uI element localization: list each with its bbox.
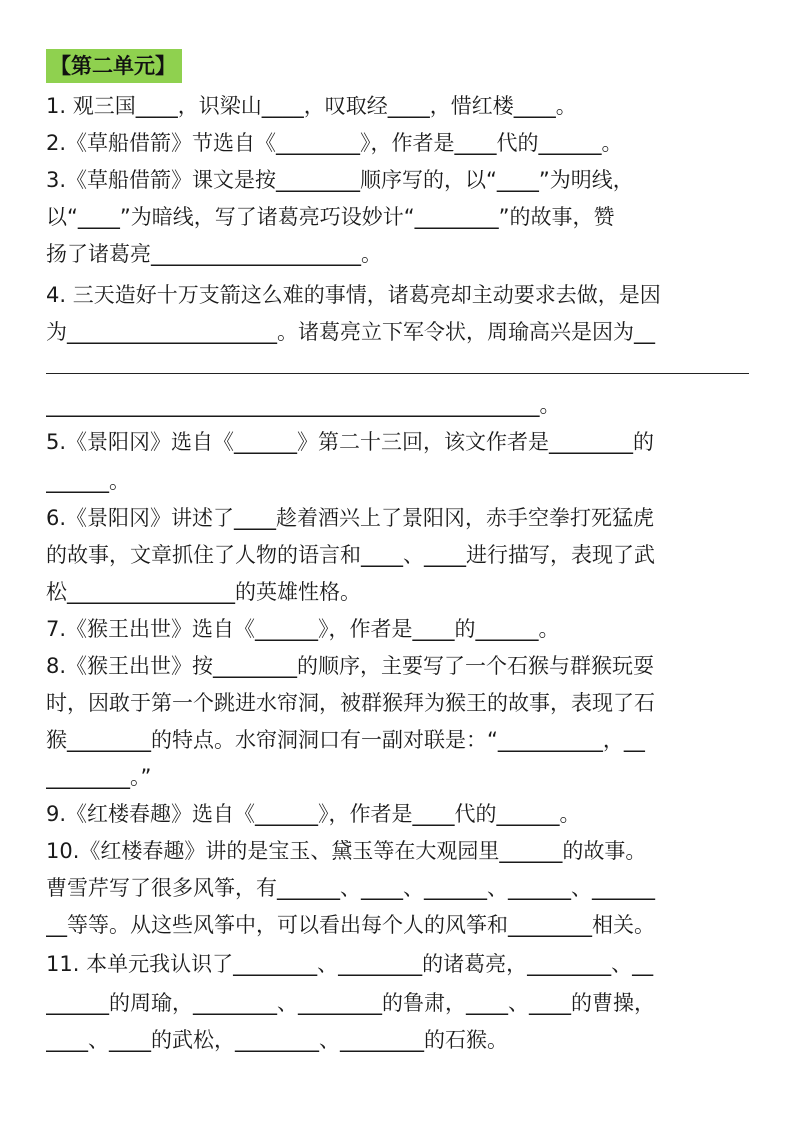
question-10-line-2: 曹雪芹写了很多风筝，有______、____、______、______、______: [46, 876, 655, 900]
question-8-line-1: 8.《猴王出世》按________的顺序，主要写了一个石猴与群猴玩耍: [46, 654, 655, 678]
question-8-line-3: 猴________的特点。水帘洞洞口有一副对联是：“__________，__: [46, 728, 645, 752]
question-6-line-3: 松________________的英雄性格。: [46, 580, 361, 604]
question-8-line-4: ________。”: [46, 765, 152, 789]
question-5-line-2: ______。: [46, 469, 130, 493]
question-10-line-3: __等等。从这些风筝中，可以看出每个人的风筝和________相关。: [46, 913, 655, 937]
question-11-line-3: ____、____的武松，________、________的石猴。: [46, 1028, 508, 1052]
question-11-line-1: 11. 本单元我认识了________、________的诸葛亮，________、__: [46, 952, 654, 976]
question-3-line-2: 以“____”为暗线，写了诸葛亮巧设妙计“________”的故事，赞: [46, 205, 615, 229]
question-4-line-2: 为____________________。诸葛亮立下军令状，周瑜高兴是因为__: [46, 320, 655, 344]
question-10-line-1: 10.《红楼春趣》讲的是宝玉、黛玉等在大观园里______的故事。: [46, 839, 647, 863]
unit-title-badge: 【第二单元】: [46, 49, 182, 83]
question-2-line: 2.《草船借箭》节选自《________》，作者是____代的______。: [46, 131, 623, 155]
question-4-line-1: 4. 三天造好十万支箭这么难的事情，诸葛亮却主动要求去做，是因: [46, 283, 661, 307]
question-3-line-1: 3.《草船借箭》课文是按________顺序写的，以“____”为明线，: [46, 168, 634, 192]
question-5-line-1: 5.《景阳冈》选自《______》第二十三回，该文作者是________的: [46, 430, 655, 454]
question-6-line-1: 6.《景阳冈》讲述了____趁着酒兴上了景阳冈，赤手空拳打死猛虎: [46, 506, 655, 530]
question-8-line-2: 时，因敢于第一个跳进水帘洞，被群猴拜为猴王的故事，表现了石: [46, 691, 655, 715]
question-4-line-4: _______________________________________________。: [46, 393, 561, 417]
question-3-line-3: 扬了诸葛亮____________________。: [46, 242, 382, 266]
question-6-line-2: 的故事，文章抓住了人物的语言和____、____进行描写，表现了武: [46, 543, 655, 567]
question-7-line: 7.《猴王出世》选自《______》，作者是____的______。: [46, 617, 560, 641]
answer-blank-rule: [46, 373, 749, 374]
question-1-line: 1. 观三国____，识梁山____，叹取经____，惜红楼____。: [46, 94, 577, 118]
question-11-line-2: ______的周瑜，________、________的鲁肃，____、____的曹操，: [46, 991, 655, 1015]
question-9-line: 9.《红楼春趣》选自《______》，作者是____代的______。: [46, 802, 581, 826]
